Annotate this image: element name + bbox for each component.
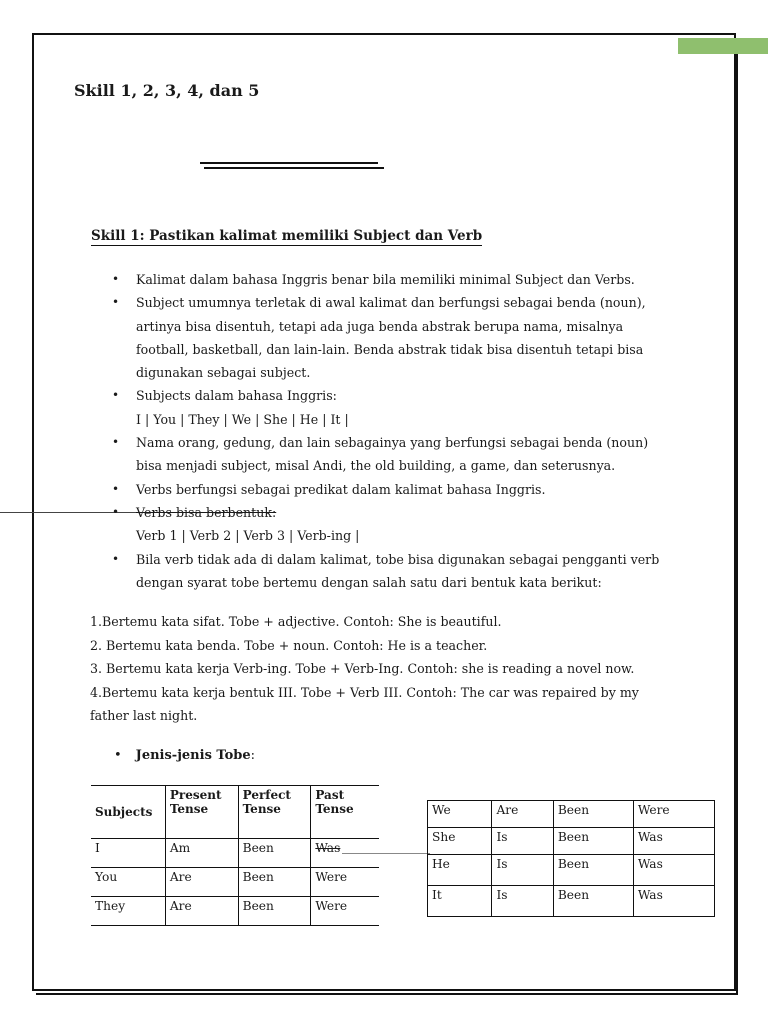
table-cell: Been: [553, 801, 633, 828]
bullet-text-line: bisa menjadi subject, misal Andi, the old building, a game, dan seterusnya.: [136, 458, 616, 474]
table-header-cell: Subjects: [91, 786, 165, 839]
table-cell: Was: [633, 855, 714, 886]
bullet-dot: •: [112, 435, 120, 450]
list-item: [110, 431, 690, 478]
table-header-cell: Perfect Tense: [238, 786, 311, 839]
bullet-dot: •: [112, 504, 120, 519]
table-cell: I: [91, 839, 165, 868]
bullet-dot: •: [114, 748, 122, 763]
table-row: [428, 828, 715, 855]
bullet-dot: •: [112, 481, 120, 496]
bullet-dot: •: [112, 272, 120, 286]
page-title: Skill 1, 2, 3, 4, dan 5: [74, 81, 260, 100]
table-cell: We: [428, 801, 492, 828]
table-cell: Are: [165, 868, 238, 897]
skill1-heading: Skill 1: Pastikan kalimat memiliki Subject dan Verb: [91, 228, 483, 244]
table-cell: Am: [165, 839, 238, 868]
table-row: [428, 801, 715, 828]
list-item: [110, 478, 690, 501]
table-header-cell: Present Tense: [165, 786, 238, 839]
table-cell: Been: [553, 855, 633, 886]
table-cell: Was: [633, 886, 714, 917]
green-corner-tab: [678, 38, 768, 54]
table-header-cell: Past Tense: [311, 786, 379, 839]
table-cell: They: [91, 897, 165, 926]
list-item: [110, 268, 690, 291]
table-cell: Were: [311, 868, 379, 897]
bullet-dot: •: [112, 551, 120, 566]
frame-shadow-right: [736, 38, 738, 995]
table-cell: Were: [311, 897, 379, 926]
table-cell: Been: [238, 868, 311, 897]
skill1-bullet-list: [110, 268, 690, 594]
jenis-tobe-colon: :: [250, 748, 256, 763]
numbered-item: 1.Bertemu kata sifat. Tobe + adjective. Contoh: She is beautiful.: [90, 614, 502, 629]
table-cell: Was: [311, 839, 379, 868]
tobe-table-right: [427, 800, 715, 917]
table-cell: Is: [492, 828, 553, 855]
tobe-rules-list: [90, 610, 690, 728]
table-cell: She: [428, 828, 492, 855]
table-connector-line: [342, 853, 430, 854]
table-header-row: [91, 786, 379, 839]
table-cell: You: [91, 868, 165, 897]
numbered-item: 3. Bertemu kata kerja Verb-ing. Tobe + Verb-Ing. Contoh: she is reading a novel now.: [90, 661, 635, 676]
frame-shadow-bottom: [36, 993, 738, 995]
numbered-item: father last night.: [90, 708, 198, 723]
table-cell: Were: [633, 801, 714, 828]
table-cell: Been: [553, 886, 633, 917]
table-cell: Is: [492, 886, 553, 917]
bullet-dot: •: [112, 295, 120, 310]
table-row: [428, 886, 715, 917]
jenis-tobe-heading: [114, 748, 255, 763]
jenis-tobe-label: Jenis-jenis Tobe: [135, 748, 251, 763]
bullet-text-line: Kalimat dalam bahasa Inggris benar bila memiliki minimal Subject dan Verbs.: [136, 272, 635, 287]
table-cell: Is: [492, 855, 553, 886]
list-item: [110, 384, 690, 431]
table-cell: Are: [492, 801, 553, 828]
list-item: [110, 501, 690, 548]
list-item: [110, 291, 690, 384]
numbered-item: 2. Bertemu kata benda. Tobe + noun. Contoh: He is a teacher.: [90, 637, 488, 653]
table-row: [91, 897, 379, 926]
table-cell: He: [428, 855, 492, 886]
bullet-text-line: digunakan sebagai subject.: [136, 365, 311, 381]
tobe-table-left: [91, 785, 379, 926]
bullet-text-line: Verbs berfungsi sebagai predikat dalam kalimat bahasa Inggris.: [136, 481, 546, 497]
double-rule-divider: [200, 162, 384, 170]
bullet-text-line: football, basketball, dan lain-lain. Benda abstrak tidak bisa disentuh tetapi bisa: [136, 341, 644, 357]
table-cell: Been: [238, 897, 311, 926]
bullet-text-line: dengan syarat tobe bertemu dengan salah satu dari bentuk kata berikut:: [136, 574, 602, 590]
bullet-text-line: Nama orang, gedung, dan lain sebagainya yang berfungsi sebagai benda (noun): [136, 435, 649, 451]
bullet-dot: •: [112, 388, 120, 403]
table-row: [91, 868, 379, 897]
table-row: [91, 839, 379, 868]
bullet-text-line: Verbs bisa berbentuk:: [136, 504, 277, 520]
numbered-item: 4.Bertemu kata kerja bentuk III. Tobe + Verb III. Contoh: The car was repaired by my: [90, 684, 639, 700]
table-cell: Been: [238, 839, 311, 868]
bullet-text-line: artinya bisa disentuh, tetapi ada juga benda abstrak berupa nama, misalnya: [136, 318, 624, 334]
bullet-text-line: I | You | They | We | She | He | It |: [136, 411, 349, 427]
table-cell: Was: [633, 828, 714, 855]
bullet-text-line: Bila verb tidak ada di dalam kalimat, tobe bisa digunakan sebagai pengganti verb: [136, 551, 660, 567]
bullet-text-line: Subjects dalam bahasa Inggris:: [136, 388, 337, 404]
bullet-text-line: Subject umumnya terletak di awal kalimat dan berfungsi sebagai benda (noun),: [136, 295, 646, 311]
table-row: [428, 855, 715, 886]
list-item: [110, 548, 690, 595]
table-cell: Been: [553, 828, 633, 855]
table-cell: It: [428, 886, 492, 917]
table-cell: Are: [165, 897, 238, 926]
bullet-text-line: Verb 1 | Verb 2 | Verb 3 | Verb-ing |: [136, 528, 360, 544]
